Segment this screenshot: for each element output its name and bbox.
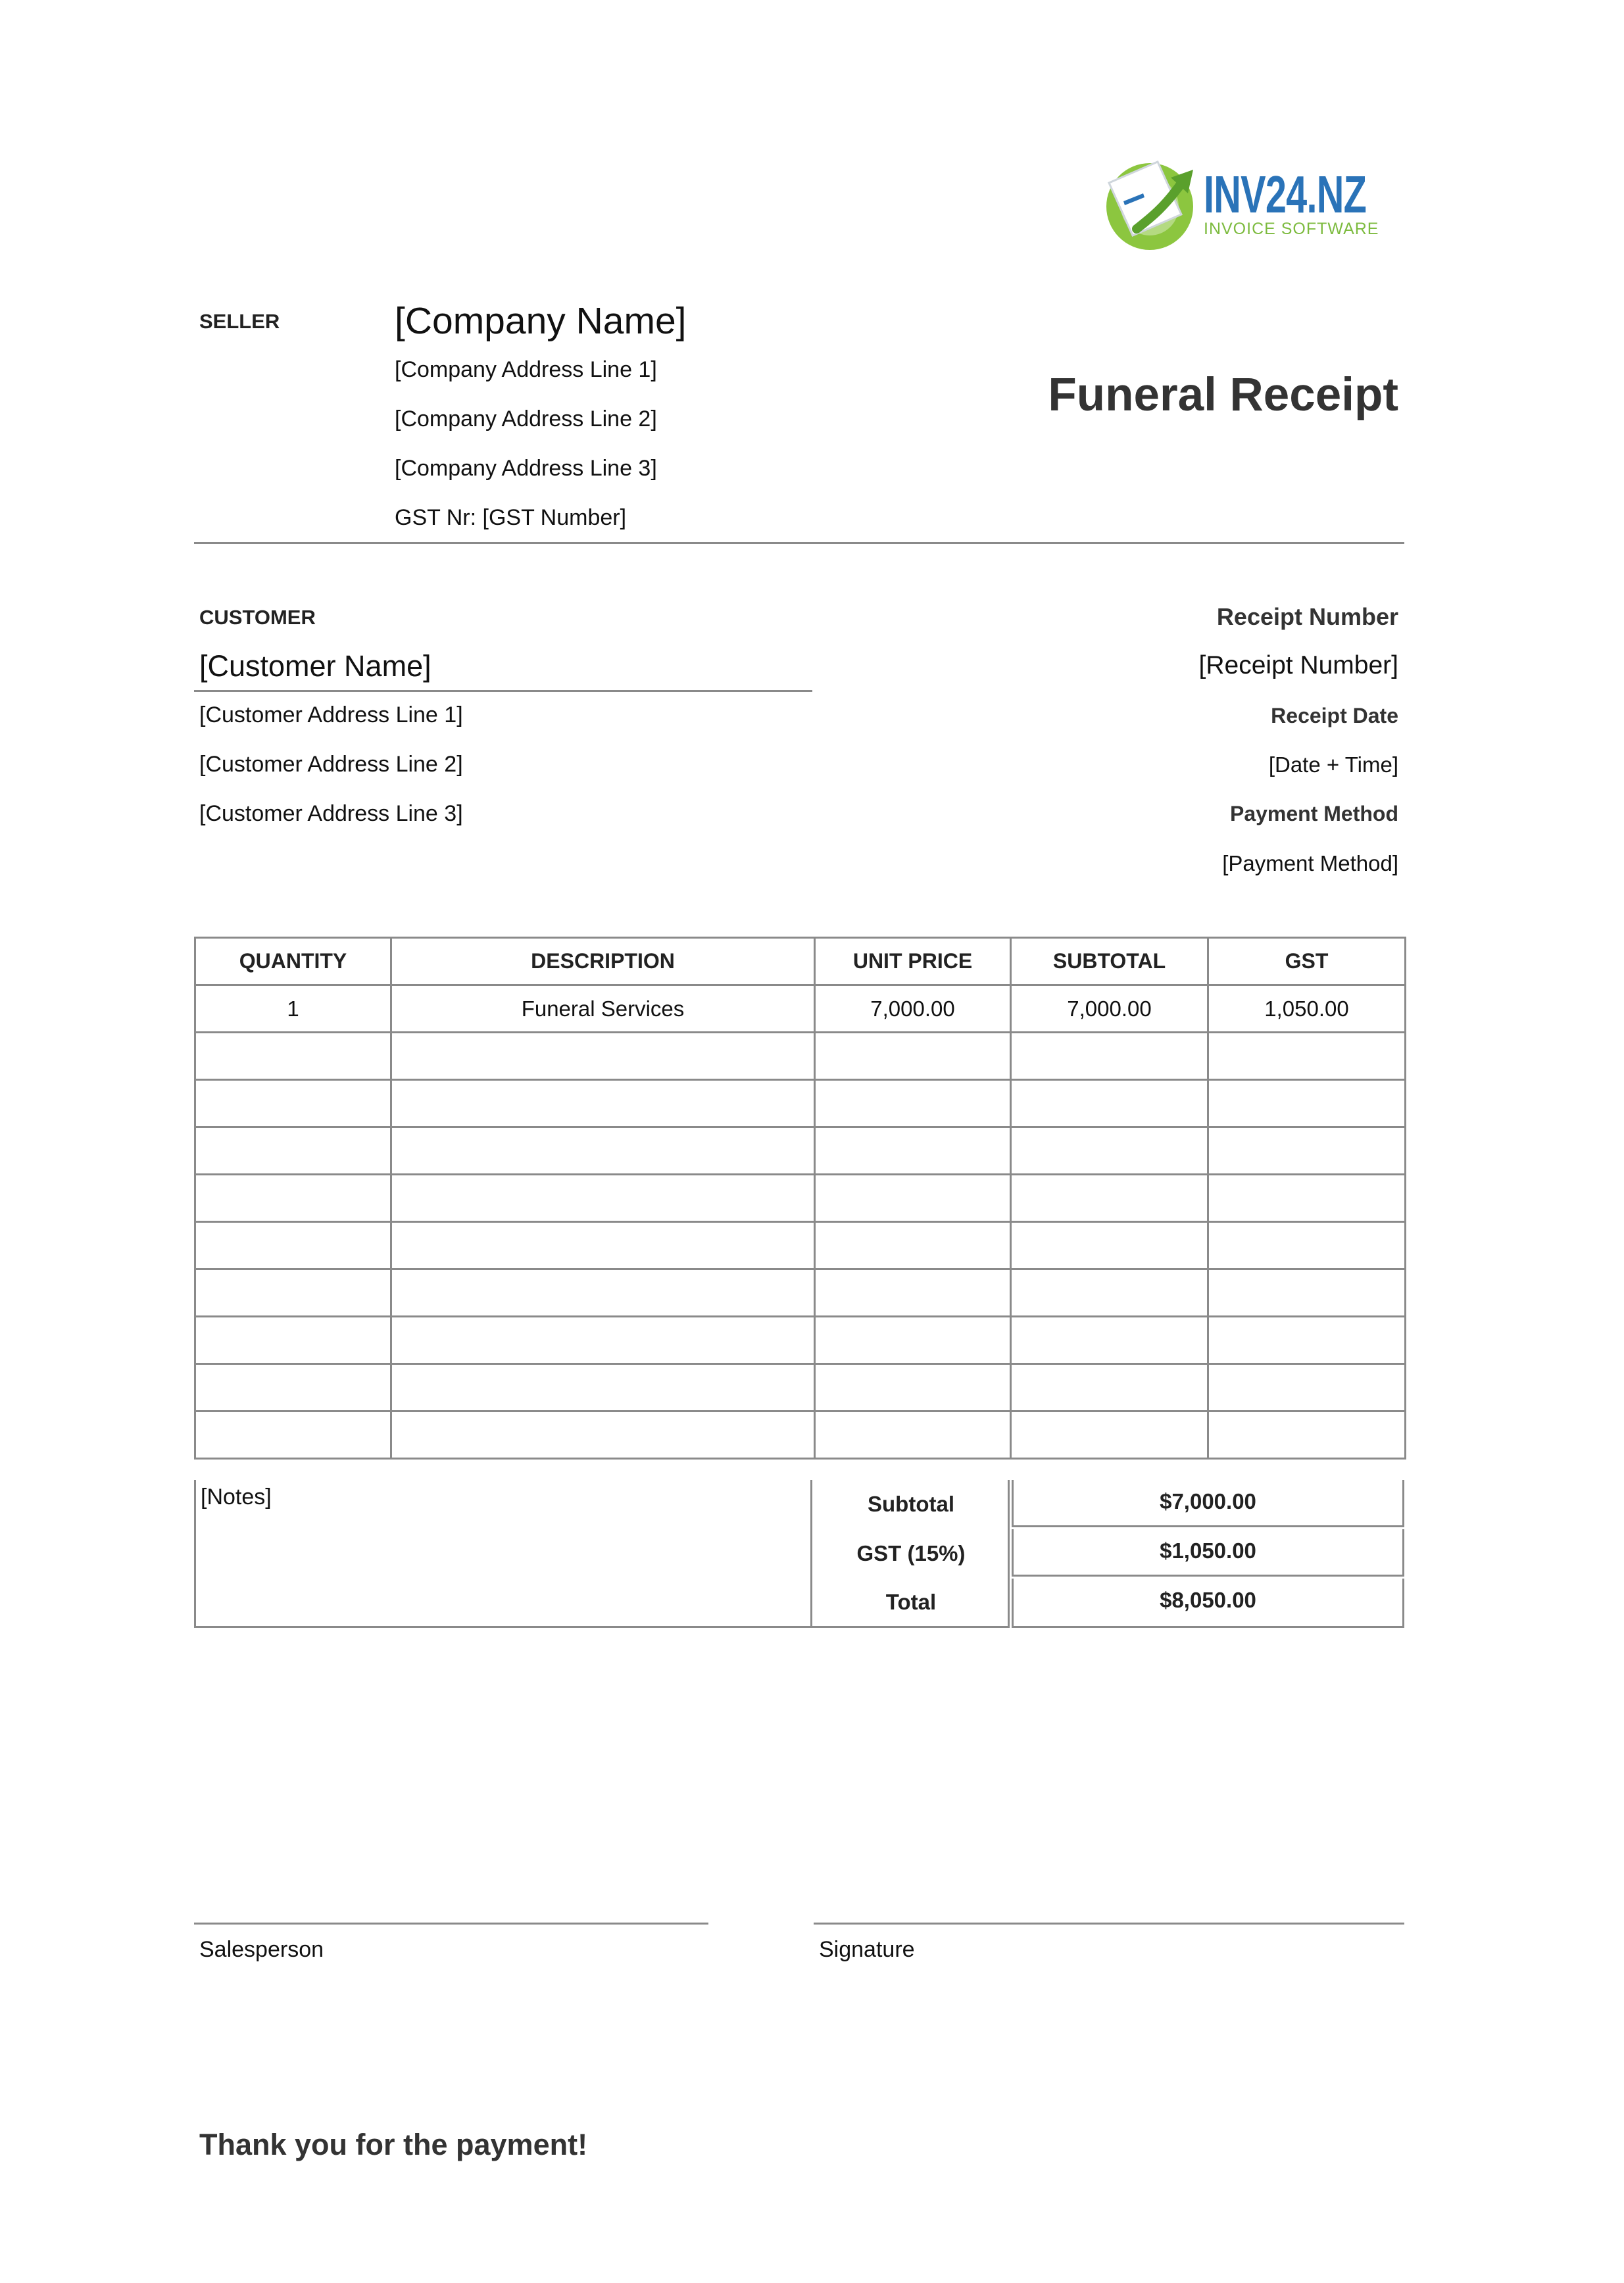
cell-description (391, 1317, 815, 1364)
seller-divider (194, 542, 1404, 544)
cell-description (391, 1222, 815, 1269)
company-name: [Company Name] (395, 300, 687, 342)
cell-unit-price (815, 1080, 1011, 1127)
table-header-row (195, 938, 1406, 985)
header-unit-price: UNIT PRICE (815, 938, 1011, 985)
total-label: Total (885, 1590, 937, 1614)
cell-subtotal: 7,000.00 (1011, 985, 1208, 1033)
cell-quantity (195, 1364, 391, 1412)
salesperson-signature-line (194, 1923, 708, 1925)
cell-subtotal (1011, 1364, 1208, 1412)
cell-quantity (195, 1127, 391, 1175)
customer-address-line-3: [Customer Address Line 3] (199, 801, 463, 826)
cell-unit-price (815, 1127, 1011, 1175)
cell-description (391, 1127, 815, 1175)
company-address-line-1: [Company Address Line 1] (395, 357, 657, 382)
cell-description (391, 1412, 815, 1459)
cell-description (391, 1080, 815, 1127)
salesperson-label: Salesperson (199, 1937, 324, 1962)
cell-gst: 1,050.00 (1208, 985, 1406, 1033)
cell-quantity (195, 1317, 391, 1364)
gst-total-label: GST (15%) (856, 1541, 966, 1565)
cell-gst (1208, 1127, 1406, 1175)
table-row (195, 1222, 1406, 1269)
receipt-number-value: [Receipt Number] (1198, 651, 1398, 679)
cell-quantity: 1 (195, 985, 391, 1033)
signature-label: Signature (819, 1937, 915, 1962)
customer-address-line-2: [Customer Address Line 2] (199, 752, 463, 777)
cell-unit-price (815, 1317, 1011, 1364)
cell-subtotal (1011, 1317, 1208, 1364)
customer-name: [Customer Name] (199, 649, 431, 683)
cell-gst (1208, 1269, 1406, 1317)
customer-label: CUSTOMER (199, 606, 316, 629)
cell-subtotal (1011, 1412, 1208, 1459)
cell-subtotal (1011, 1080, 1208, 1127)
logo-tagline: INVOICE SOFTWARE (1204, 220, 1379, 238)
company-address-line-3: [Company Address Line 3] (395, 456, 657, 481)
table-row (195, 1127, 1406, 1175)
table-row (195, 1412, 1406, 1459)
receipt-number-label: Receipt Number (1216, 603, 1398, 630)
subtotal-label: Subtotal (868, 1492, 954, 1516)
table-row (195, 1175, 1406, 1222)
cell-unit-price (815, 1412, 1011, 1459)
cell-unit-price (815, 1269, 1011, 1317)
payment-method-label: Payment Method (1229, 802, 1398, 825)
cell-gst (1208, 1317, 1406, 1364)
items-table (194, 937, 1406, 1460)
cell-description (391, 1033, 815, 1080)
thank-you-message: Thank you for the payment! (199, 2128, 588, 2161)
cell-description (391, 1269, 815, 1317)
cell-subtotal (1011, 1127, 1208, 1175)
cell-gst (1208, 1222, 1406, 1269)
cell-unit-price: 7,000.00 (815, 985, 1011, 1033)
table-row (195, 1033, 1406, 1080)
cell-quantity (195, 1175, 391, 1222)
table-row (195, 1364, 1406, 1412)
table-row (195, 1269, 1406, 1317)
cell-description (391, 1175, 815, 1222)
cell-unit-price (815, 1364, 1011, 1412)
cell-unit-price (815, 1222, 1011, 1269)
cell-subtotal (1011, 1033, 1208, 1080)
table-row (195, 1317, 1406, 1364)
company-gst-number: GST Nr: [GST Number] (395, 505, 627, 530)
header-gst: GST (1208, 938, 1406, 985)
cell-gst (1208, 1033, 1406, 1080)
cell-unit-price (815, 1033, 1011, 1080)
total-value: $8,050.00 (1012, 1579, 1404, 1628)
gst-total-value: $1,050.00 (1012, 1529, 1404, 1577)
cell-gst (1208, 1412, 1406, 1459)
cell-gst (1208, 1175, 1406, 1222)
cell-subtotal (1011, 1269, 1208, 1317)
cell-quantity (195, 1222, 391, 1269)
notes-box (194, 1480, 812, 1628)
cell-gst (1208, 1364, 1406, 1412)
subtotal-value: $7,000.00 (1012, 1480, 1404, 1527)
customer-address-line-1: [Customer Address Line 1] (199, 702, 463, 727)
table-row (195, 985, 1406, 1033)
cell-description (391, 1364, 815, 1412)
table-row (195, 1080, 1406, 1127)
logo-brand-text: INV24.NZ (1204, 165, 1367, 224)
cell-quantity (195, 1269, 391, 1317)
signature-line (814, 1923, 1404, 1925)
cell-quantity (195, 1080, 391, 1127)
receipt-date-value: [Date + Time] (1268, 752, 1398, 777)
header-subtotal: SUBTOTAL (1011, 938, 1208, 985)
customer-name-underline (194, 690, 812, 692)
cell-subtotal (1011, 1175, 1208, 1222)
receipt-date-label: Receipt Date (1271, 704, 1398, 727)
header-description: DESCRIPTION (391, 938, 815, 985)
cell-gst (1208, 1080, 1406, 1127)
document-title: Funeral Receipt (1048, 369, 1398, 421)
cell-quantity (195, 1412, 391, 1459)
header-quantity: QUANTITY (195, 938, 391, 985)
cell-quantity (195, 1033, 391, 1080)
seller-label: SELLER (199, 310, 280, 333)
cell-unit-price (815, 1175, 1011, 1222)
cell-description: Funeral Services (391, 985, 815, 1033)
cell-subtotal (1011, 1222, 1208, 1269)
payment-method-value: [Payment Method] (1222, 851, 1398, 875)
company-address-line-2: [Company Address Line 2] (395, 406, 657, 431)
notes-text: [Notes] (201, 1485, 272, 1510)
